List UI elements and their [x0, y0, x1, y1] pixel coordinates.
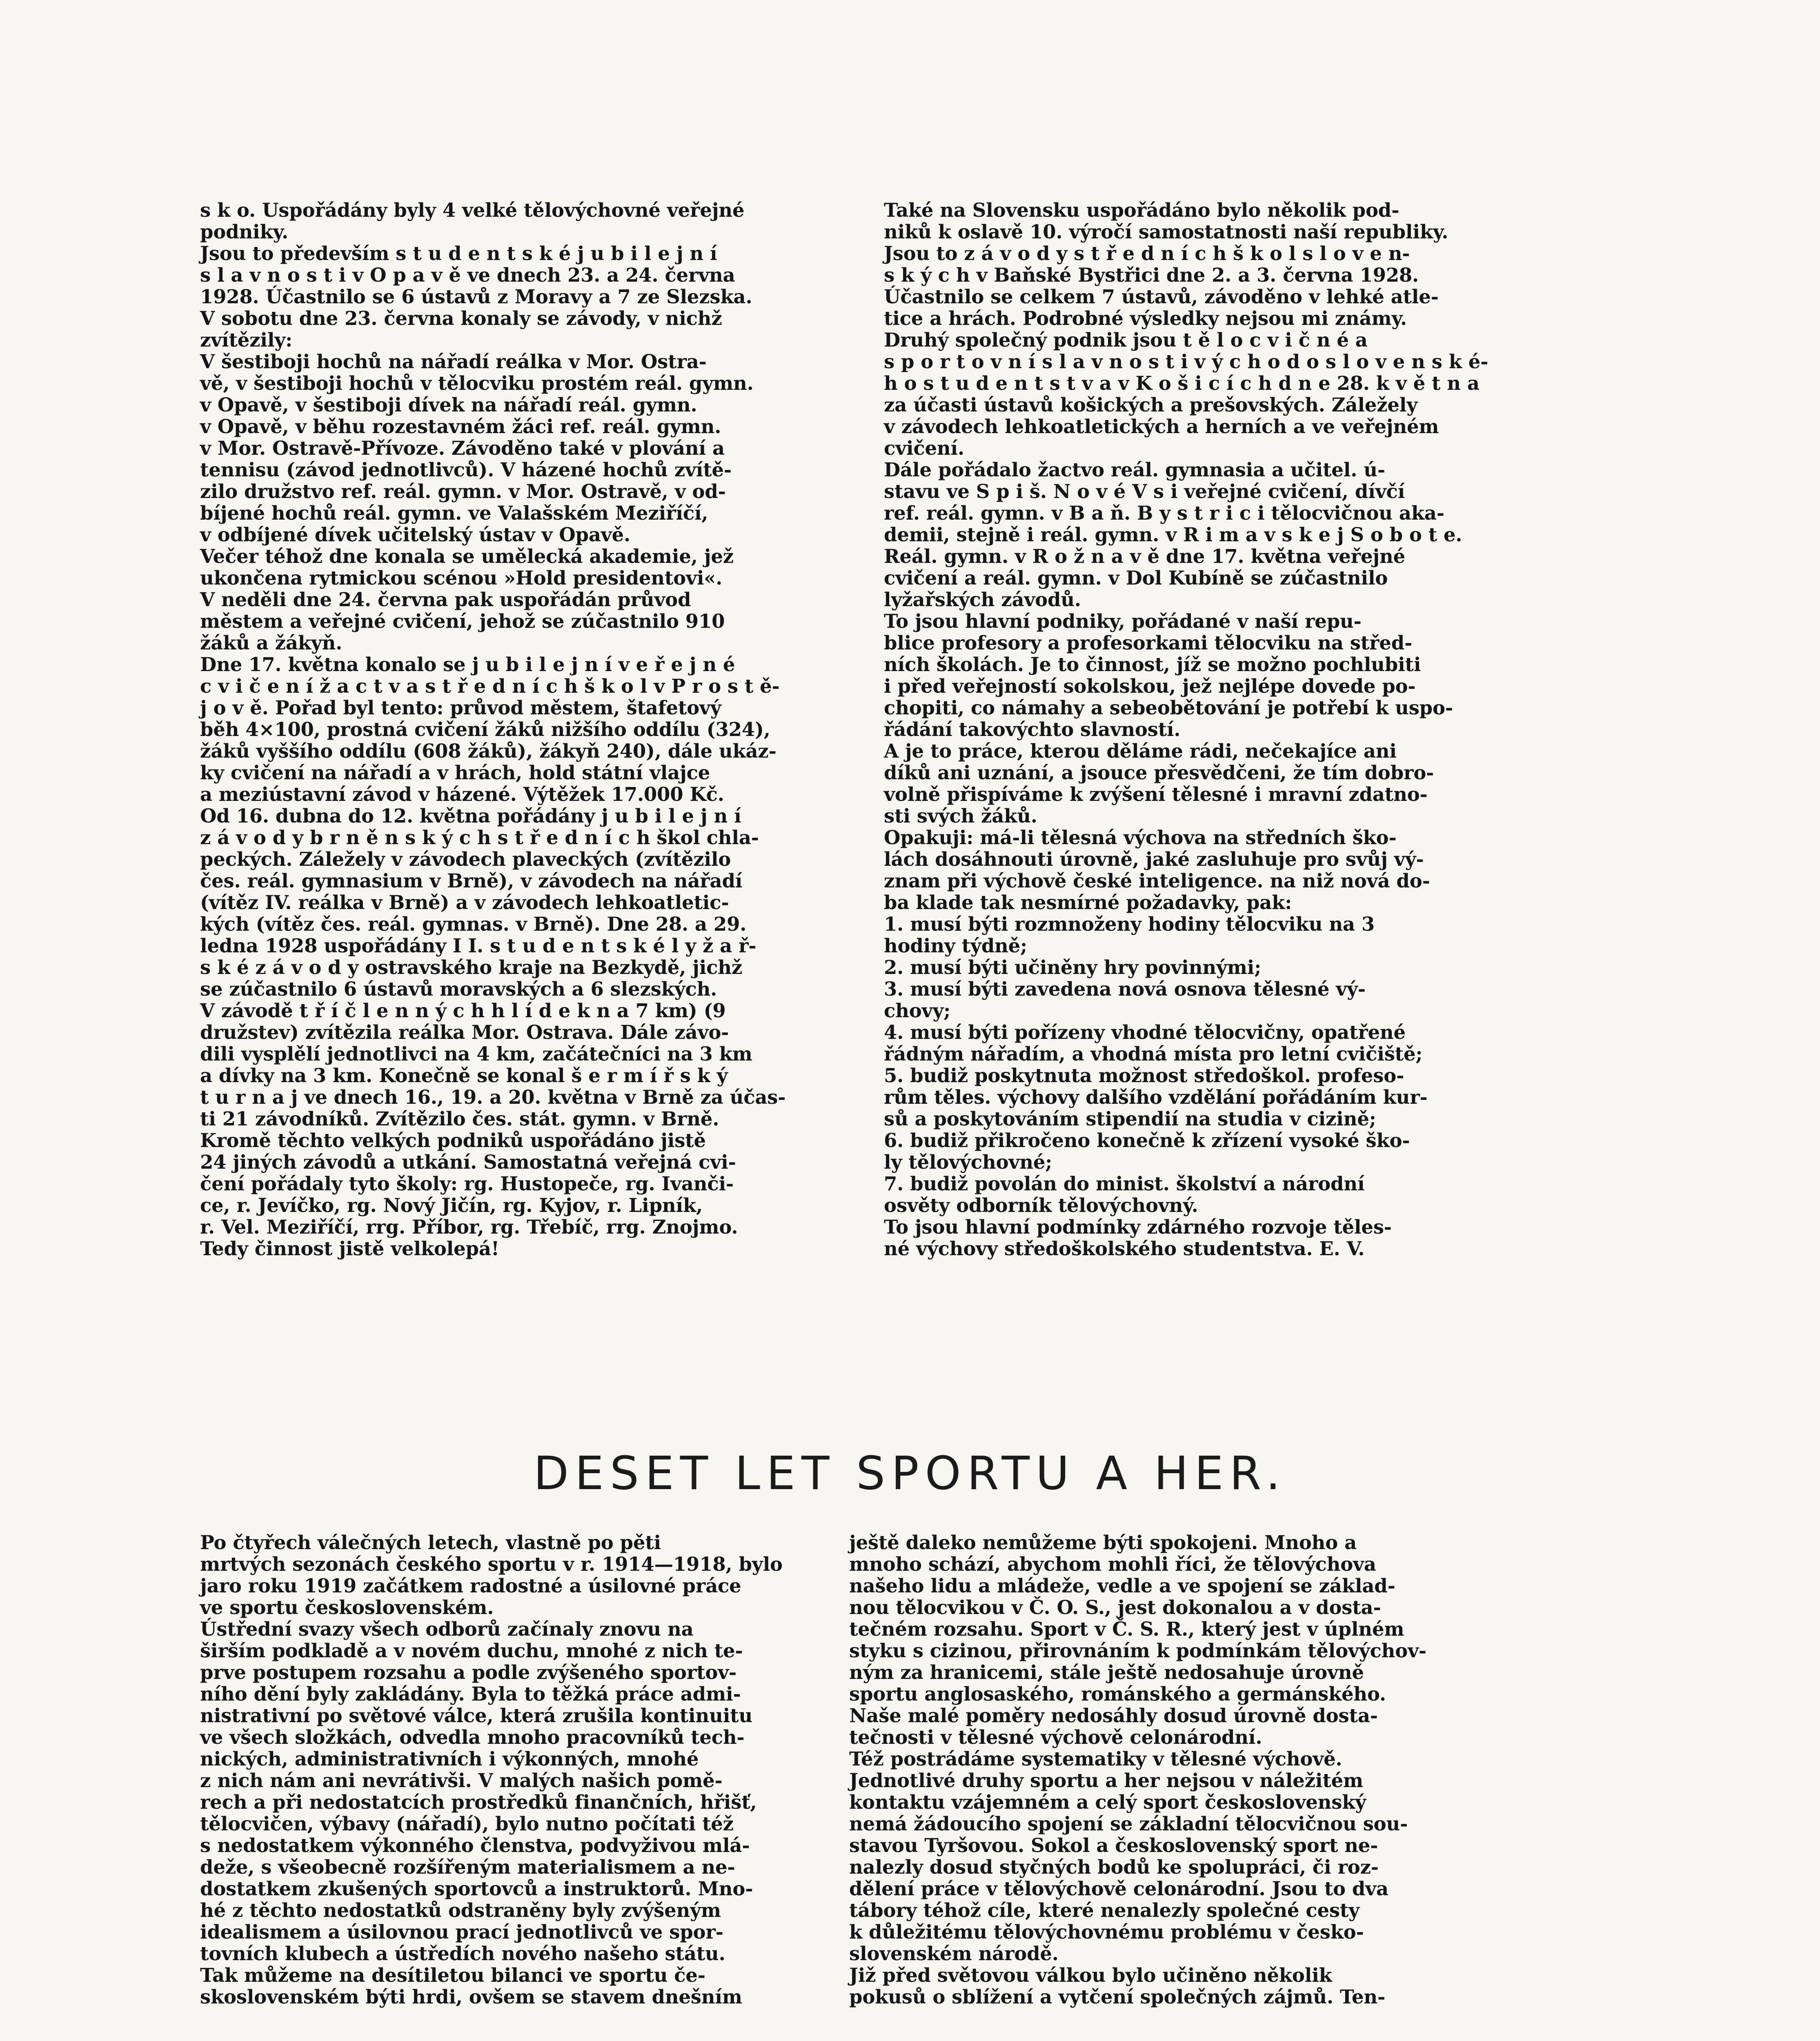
text-line: c v i č e n í ž a c t v a s t ř e d n í c h š k o l v P r o s t ě-	[200, 675, 780, 697]
text-line: městem a veřejné cvičení, jehož se zúčastnilo 910	[200, 610, 725, 632]
text-line: cvičení.	[884, 437, 964, 459]
text-line: Večer téhož dne konala se umělecká akademie, jež	[200, 545, 734, 567]
text-line: osvěty odborník tělovýchovný.	[884, 1194, 1198, 1216]
text-line: mnoho schází, abychom mohli říci, že tělovýchova	[849, 1553, 1376, 1575]
text-line: našeho lidu a mládeže, vedle a ve spojení se základ-	[849, 1574, 1395, 1597]
text-line: sti svých žáků.	[884, 805, 1037, 827]
text-line: ba klade tak nesmírné požadavky, pak:	[884, 891, 1292, 914]
text-line: s k é z á v o d y ostravského kraje na Bezkydě, jichž	[200, 956, 743, 978]
text-line: dostatkem zkušených sportovců a instruktorů. Mno-	[200, 1877, 753, 1900]
text-line: Naše malé poměry nedosáhly dosud úrovně dosta-	[849, 1704, 1378, 1727]
text-line: ledna 1928 uspořádány I I. s t u d e n t s k é l y ž a ř-	[200, 934, 756, 957]
text-line: Reál. gymn. v R o ž n a v ě dne 17. května veřejné	[884, 545, 1405, 567]
article2-right-column	[849, 1532, 1582, 2008]
text-line: Dále pořádalo žactvo reál. gymnasia a učitel. ú-	[884, 458, 1385, 481]
text-line: V neděli dne 24. června pak uspořádán průvod	[200, 588, 691, 611]
article1-left-column	[200, 199, 890, 1259]
text-line: nalezly dosud styčných bodů ke spolupráci, či roz-	[849, 1856, 1379, 1878]
text-line: nemá žádoucího spojení se základní tělocvičnou sou-	[849, 1812, 1408, 1835]
text-line: 4. musí býti pořízeny vhodné tělocvičny, opatřené	[884, 1021, 1406, 1043]
text-line: Po čtyřech válečných letech, vlastně po pěti	[200, 1531, 661, 1554]
text-line: To jsou hlavní podmínky zdárného rozvoje těles-	[884, 1216, 1392, 1238]
text-line: ným za hranicemi, stále ještě nedosahuje úrovně	[849, 1661, 1364, 1683]
text-line: kých (vítěz čes. reál. gymnas. v Brně). Dne 28. a 29.	[200, 913, 747, 935]
text-line: Ústřední svazy všech odborů začínaly znovu na	[200, 1618, 694, 1640]
text-line: s k o. Uspořádány byly 4 velké tělovýchovné veřejné	[200, 199, 745, 221]
text-line: ly tělovýchovné;	[884, 1151, 1052, 1173]
article-title: DESET LET SPORTU A HER.	[533, 1447, 1287, 1500]
text-line: Opakuji: má-li tělesná výchova na středních ško-	[884, 826, 1397, 849]
text-line: mrtvých sezonách českého sportu v r. 1914—1918, bylo	[200, 1553, 783, 1575]
text-line: s k ý c h v Baňské Bystřici dne 2. a 3. června 1928.	[884, 264, 1419, 286]
text-line: 5. budiž poskytnuta možnost středoškol. profeso-	[884, 1064, 1404, 1087]
text-line: a meziústavní závod v házené. Výtěžek 17.000 Kč.	[200, 783, 724, 805]
text-line: V sobotu dne 23. června konaly se závody, v nichž	[200, 307, 722, 329]
text-line: tice a hrách. Podrobné výsledky nejsou mi známy.	[884, 307, 1407, 329]
text-line: Také na Slovensku uspořádáno bylo několik pod-	[884, 199, 1399, 221]
text-line: znam při výchově české inteligence. na niž nová do-	[884, 869, 1430, 892]
text-line: A je to práce, kterou děláme rádi, nečekajíce ani	[884, 740, 1397, 762]
text-line: V šestiboji hochů na nářadí reálka v Mor. Ostra-	[200, 350, 707, 373]
text-line: žáků a žákyň.	[200, 631, 343, 654]
text-line: Kromě těchto velkých podniků uspořádáno jistě	[200, 1129, 706, 1152]
text-line: tovních klubech a ústředích nového našeho státu.	[200, 1942, 725, 1965]
text-line: Již před světovou válkou bylo učiněno několik	[849, 1964, 1332, 1986]
text-line: díků ani uznání, a jsouce přesvědčeni, že tím dobro-	[884, 761, 1434, 784]
text-line: sportu anglosaského, románského a germánského.	[849, 1683, 1386, 1705]
text-line: rům těles. výchovy dalšího vzdělání pořádáním kur-	[884, 1086, 1428, 1108]
text-line: dili vysplělí jednotlivci na 4 km, začátečníci na 3 km	[200, 1043, 752, 1065]
text-line: v Opavě, v šestiboji dívek na nářadí reál. gymn.	[200, 394, 697, 416]
text-line: hodiny týdně;	[884, 934, 1027, 957]
text-line: čení pořádaly tyto školy: rg. Hustopeče, rg. Ivanči-	[200, 1172, 734, 1195]
text-line: jaro roku 1919 začátkem radostné a úsilovné práce	[200, 1574, 741, 1597]
text-line: ti 21 závodníků. Zvítězilo čes. stát. gymn. v Brně.	[200, 1107, 719, 1130]
text-line: niků k oslavě 10. výročí samostatnosti naší republiky.	[884, 220, 1448, 243]
text-line: podniky.	[200, 220, 289, 243]
text-line: s nedostatkem výkonného členstva, podvyživou mlá-	[200, 1834, 750, 1856]
text-line: rech a při nedostatcích prostředků finančních, hřišť,	[200, 1791, 757, 1813]
text-line: tennisu (závod jednotlivců). V házené hochů zvítě-	[200, 458, 732, 481]
text-line: Účastnilo se celkem 7 ústavů, závoděno v lehké atle-	[884, 285, 1439, 308]
text-line: zvítězily:	[200, 329, 293, 351]
text-line: ukončena rytmickou scénou »Hold presidentovi«.	[200, 567, 723, 589]
text-line: v Opavě, v běhu rozestavném žáci ref. reál. gymn.	[200, 415, 721, 438]
text-line: z nich nám ani nevrátivši. V malých našich pomě-	[200, 1769, 723, 1792]
text-line: běh 4×100, prostná cvičení žáků nižšího oddílu (324),	[200, 718, 770, 740]
text-line: řádání takovýchto slavností.	[884, 718, 1181, 740]
text-line: nistrativní po světové válce, která zrušila kontinuitu	[200, 1704, 753, 1727]
text-line: Tedy činnost jistě velkolepá!	[200, 1237, 499, 1260]
text-line: i před veřejností sokolskou, jež nejlépe dovede po-	[884, 675, 1416, 697]
text-line: dělení práce v tělovýchově celonárodní. Jsou to dva	[849, 1877, 1388, 1900]
text-line: stavou Tyršovou. Sokol a československý sport ne-	[849, 1834, 1378, 1856]
text-line: v závodech lehkoatletických a herních a ve veřejném	[884, 415, 1439, 438]
text-line: Druhý společný podnik jsou t ě l o c v i č n é a	[884, 329, 1368, 351]
text-line: čes. reál. gymnasium v Brně), v závodech na nářadí	[200, 869, 743, 892]
text-line: s p o r t o v n í s l a v n o s t i v ý c h o d o s l o v e n s k é-	[884, 350, 1488, 373]
text-line: t u r n a j ve dnech 16., 19. a 20. května v Brně za účas-	[200, 1086, 786, 1108]
text-line: ve sportu československém.	[200, 1596, 494, 1619]
text-line: demii, stejně i reál. gymn. v R i m a v s k e j S o b o t e.	[884, 523, 1462, 546]
article2-left-column	[200, 1532, 890, 2008]
text-line: (vítěz IV. reálka v Brně) a v závodech lehkoatletic-	[200, 891, 729, 914]
text-line: j o v ě. Pořad byl tento: průvod městem, štafetový	[200, 696, 721, 719]
text-line: žáků vyššího oddílu (608 žáků), žákyň 240), dále ukáz-	[200, 740, 777, 762]
text-line: širším podkladě a v novém duchu, mnohé z nich te-	[200, 1639, 743, 1662]
text-line: v odbíjené dívek učitelský ústav v Opavě.	[200, 523, 630, 546]
text-line: družstev) zvítězila reálka Mor. Ostrava. Dále závo-	[200, 1021, 729, 1043]
text-line: ve všech složkách, odvedla mnoho pracovníků tech-	[200, 1726, 745, 1748]
text-line: bíjené hochů reál. gymn. ve Valašském Meziříčí,	[200, 502, 708, 524]
text-line: nou tělocvikou v Č. O. S., jest dokonalou a v dosta-	[849, 1596, 1381, 1619]
text-line: né výchovy středoškolského studentstva. E. V.	[884, 1237, 1365, 1260]
text-line: tečném rozsahu. Sport v Č. S. R., který jest v úplném	[849, 1618, 1404, 1640]
text-line: ce, r. Jevíčko, rg. Nový Jičín, rg. Kyjov, r. Lipník,	[200, 1194, 703, 1216]
text-line: Jsou to z á v o d y s t ř e d n í c h š k o l s l o v e n-	[884, 242, 1410, 265]
text-line: Tak můžeme na desítiletou bilanci ve sportu če-	[200, 1964, 705, 1986]
text-line: sů a poskytováním stipendií na studia v cizině;	[884, 1107, 1376, 1130]
text-line: kontaktu vzájemném a celý sport československý	[849, 1791, 1366, 1813]
text-line: v Mor. Ostravě-Přívoze. Závoděno také v plování a	[200, 437, 725, 459]
text-line: s l a v n o s t i v O p a v ě ve dnech 23. a 24. června	[200, 264, 735, 286]
text-line: idealismem a úsilovnou prací jednotlivců ve spor-	[200, 1921, 723, 1943]
text-line: 6. budiž přikročeno konečně k zřízení vysoké ško-	[884, 1129, 1410, 1152]
text-line: 3. musí býti zavedena nová osnova tělesné vý-	[884, 978, 1366, 1000]
text-line: vě, v šestiboji hochů v tělocviku prostém reál. gymn.	[200, 372, 754, 394]
text-line: ního dění byly zakládány. Byla to těžká práce admi-	[200, 1683, 741, 1705]
text-line: volně přispíváme k zvýšení tělesné i mravní zdatno-	[884, 783, 1428, 805]
text-line: h o s t u d e n t s t v a v K o š i c í c h d n e 28. k v ě t n a	[884, 372, 1480, 394]
text-line: styku s cizinou, přirovnáním k podmínkám tělovýchov-	[849, 1639, 1427, 1662]
text-line: Od 16. dubna do 12. května pořádány j u b i l e j n í	[200, 805, 741, 827]
article1-right-column	[884, 199, 1582, 1259]
text-line: 7. budiž povolán do minist. školství a národní	[884, 1172, 1365, 1195]
text-line: a dívky na 3 km. Konečně se konal š e r m í ř s k ý	[200, 1064, 728, 1087]
text-line: pokusů o sblížení a vytčení společných zájmů. Ten-	[849, 1985, 1386, 2008]
text-line: tečnosti v tělesné výchově celonárodní.	[849, 1726, 1262, 1748]
text-line: chopiti, co námahy a sebeobětování je potřebí k uspo-	[884, 696, 1453, 719]
text-line: se zúčastnilo 6 ústavů moravských a 6 slezských.	[200, 978, 717, 1000]
text-line: zilo družstvo ref. reál. gymn. v Mor. Ostravě, v od-	[200, 480, 726, 502]
text-line: nických, administrativních i výkonných, mnohé	[200, 1748, 699, 1770]
text-line: Jednotlivé druhy sportu a her nejsou v náležitém	[849, 1769, 1363, 1792]
text-line: tělocvičen, výbavy (nářadí), bylo nutno počítati též	[200, 1812, 734, 1835]
text-line: 1. musí býti rozmnoženy hodiny tělocviku na 3	[884, 913, 1375, 935]
text-line: r. Vel. Meziříčí, rrg. Příbor, rg. Třebíč, rrg. Znojmo.	[200, 1216, 738, 1238]
text-line: Jsou to především s t u d e n t s k é j u b i l e j n í	[200, 242, 717, 265]
text-line: 2. musí býti učiněny hry povinnými;	[884, 956, 1262, 978]
text-line: Též postrádáme systematiky v tělesné výchově.	[849, 1748, 1342, 1770]
text-line: blice profesory a profesorkami tělocviku na střed-	[884, 631, 1413, 654]
text-line: To jsou hlavní podniky, pořádané v naší repu-	[884, 610, 1362, 632]
text-line: Dne 17. května konalo se j u b i l e j n í v e ř e j n é	[200, 653, 735, 676]
text-line: slovenském národě.	[849, 1942, 1059, 1965]
text-line: ještě daleko nemůžeme býti spokojeni. Mnoho a	[849, 1531, 1357, 1554]
text-line: chovy;	[884, 999, 951, 1022]
text-line: 1928. Účastnilo se 6 ústavů z Moravy a 7 ze Slezska.	[200, 285, 752, 308]
text-line: deže, s všeobecně rozšířeným materialismem a ne-	[200, 1856, 735, 1878]
text-line: z á v o d y b r n ě n s k ý c h s t ř e d n í c h škol chla-	[200, 826, 759, 849]
text-line: k důležitému tělovýchovnému problému v česko-	[849, 1921, 1364, 1943]
text-line: skoslovenském býti hrdi, ovšem se stavem dnešním	[200, 1985, 742, 2008]
text-line: ních školách. Je to činnost, jíž se možno pochlubiti	[884, 653, 1421, 676]
text-line: ref. reál. gymn. v B a ň. B y s t r i c i tělocvičnou aka-	[884, 502, 1444, 524]
text-line: řádným nářadím, a vhodná místa pro letní cvičiště;	[884, 1043, 1423, 1065]
text-line: tábory téhož cíle, které nenalezly společné cesty	[849, 1899, 1359, 1921]
text-line: stavu ve S p i š. N o v é V s i veřejné cvičení, dívčí	[884, 480, 1405, 502]
text-line: 24 jiných závodů a utkání. Samostatná veřejná cvi-	[200, 1151, 736, 1173]
text-line: cvičení a reál. gymn. v Dol Kubíně se zúčastnilo	[884, 567, 1388, 589]
text-line: ky cvičení na nářadí a v hrách, hold státní vlajce	[200, 761, 710, 784]
text-line: prve postupem rozsahu a podle zvýšeného sportov-	[200, 1661, 737, 1683]
text-line: lách dosáhnouti úrovně, jaké zasluhuje pro svůj vý-	[884, 848, 1424, 870]
text-line: peckých. Záležely v závodech plaveckých (zvítězilo	[200, 848, 731, 870]
text-line: hé z těchto nedostatků odstraněny byly zvýšeným	[200, 1899, 721, 1921]
text-line: V závodě t ř í č l e n n ý c h h l í d e k n a 7 km) (9	[200, 999, 726, 1022]
text-line: za účasti ústavů košických a prešovských. Záležely	[884, 394, 1418, 416]
text-line: lyžařských závodů.	[884, 588, 1081, 611]
